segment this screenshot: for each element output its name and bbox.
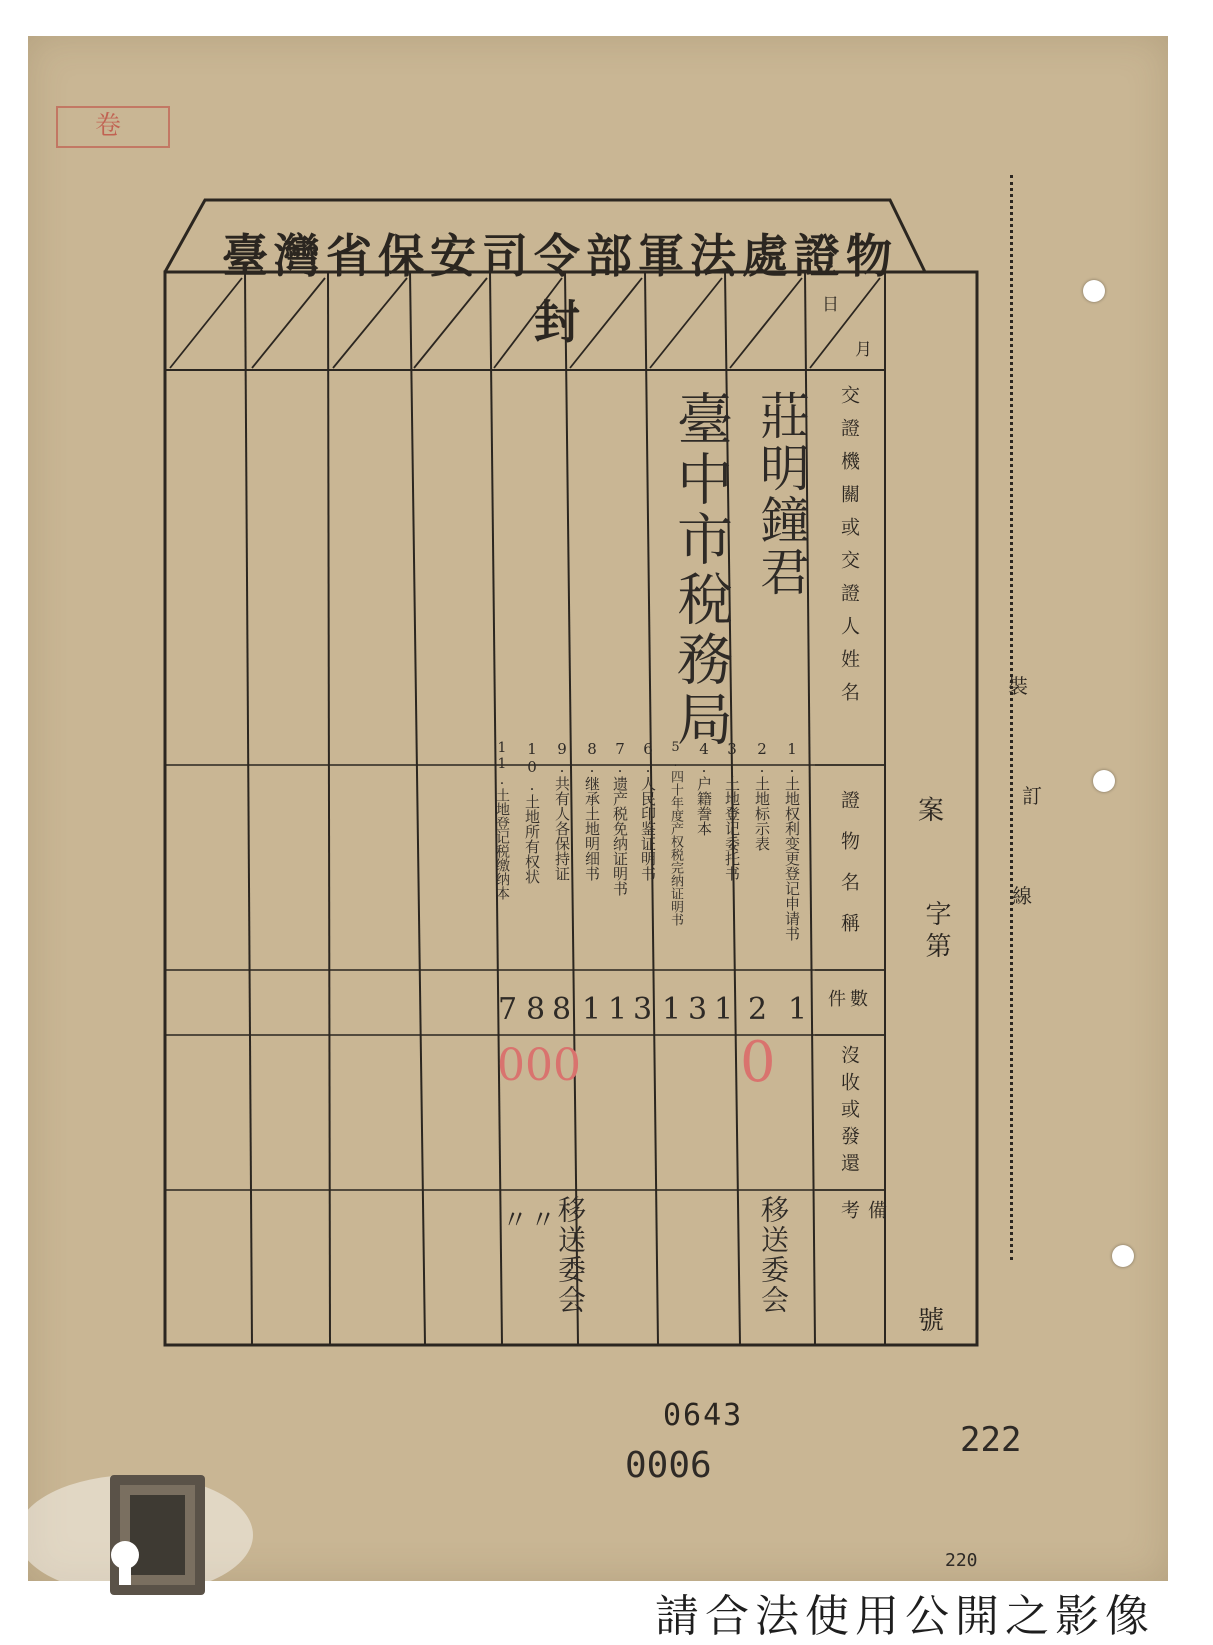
count: 8 [526, 992, 546, 1027]
count: 3 [688, 992, 708, 1027]
evidence-list [490, 740, 810, 965]
evidence-item: 2.土地标示表 [753, 740, 771, 851]
header-disposition: 沒收或發還 [838, 1045, 860, 1180]
header-remarks: 備考 [838, 1200, 887, 1289]
evidence-item: 8.继承土地明细书 [583, 740, 601, 881]
case-label-top: 案 [918, 796, 945, 826]
case-label-mid: 字第 [921, 900, 951, 964]
submitter-2: 莊明鐘君 [752, 390, 810, 598]
count: 8 [552, 992, 572, 1027]
evidence-item: 6.人民印鉴证明书 [639, 740, 657, 881]
printed-number: 0643 [663, 1398, 744, 1433]
case-label-bottom: 號 [918, 1306, 945, 1336]
punch-hole [1083, 280, 1105, 302]
evidence-item: 7.遗产税免纳证明书 [611, 740, 629, 896]
handwritten-number: 0006 [625, 1445, 712, 1486]
disposition-mark: 0 [740, 1030, 776, 1095]
archive-logo [15, 1440, 255, 1595]
remark: 〃 [502, 1206, 529, 1236]
red-stamp: 卷 [56, 106, 170, 148]
count: 1 [662, 992, 682, 1027]
submitter-1: 臺中市稅務局 [668, 390, 733, 750]
binding-char-2: 訂 [1022, 784, 1042, 808]
evidence-item: 5.四十年度产权税完纳证明书 [668, 740, 683, 926]
header-day: 日 [822, 295, 839, 315]
count: 7 [498, 992, 518, 1027]
binding-char-1: 裝 [1008, 674, 1028, 698]
evidence-item: 4.户籍誊本 [695, 740, 713, 836]
header-count: 件數 [828, 989, 872, 1010]
handwritten-number-small: 220 [945, 1550, 978, 1571]
header-evidence-name: 證物名稱 [838, 790, 860, 954]
disposition-mark: 0 [497, 1040, 525, 1091]
evidence-item: 11.土地登记税缴纳本 [494, 740, 510, 900]
evidence-item: 1.土地权利变更登记申请书 [783, 740, 801, 941]
count: 2 [748, 992, 768, 1027]
count: 1 [714, 992, 734, 1027]
binding-char-3: 線 [1012, 884, 1032, 908]
count: 3 [633, 992, 653, 1027]
header-month: 月 [855, 340, 872, 360]
count: 1 [582, 992, 602, 1027]
remark: 〃 [530, 1206, 557, 1236]
count: 1 [788, 992, 808, 1027]
evidence-item: 3.土地登记委托书 [723, 740, 741, 881]
disposition-mark: 0 [553, 1040, 581, 1091]
punch-hole [1093, 770, 1115, 792]
header-submitter: 交證機關或交證人姓名 [838, 385, 860, 715]
usage-notice: 請合法使用公開之影像 [655, 1591, 1155, 1642]
punch-hole [1112, 1245, 1134, 1267]
remark: 移送委会 [554, 1195, 587, 1315]
evidence-item: 9.共有人各保持证 [553, 740, 571, 881]
form-title: 臺灣省保安司令部軍法處證物封 [222, 229, 898, 349]
handwritten-number-right: 222 [960, 1420, 1022, 1460]
evidence-item: 10.土地所有权状 [523, 740, 541, 884]
disposition-mark: 0 [525, 1040, 553, 1091]
binding-line [1010, 175, 1013, 1260]
remark: 移送委会 [757, 1195, 790, 1315]
count: 1 [608, 992, 628, 1027]
